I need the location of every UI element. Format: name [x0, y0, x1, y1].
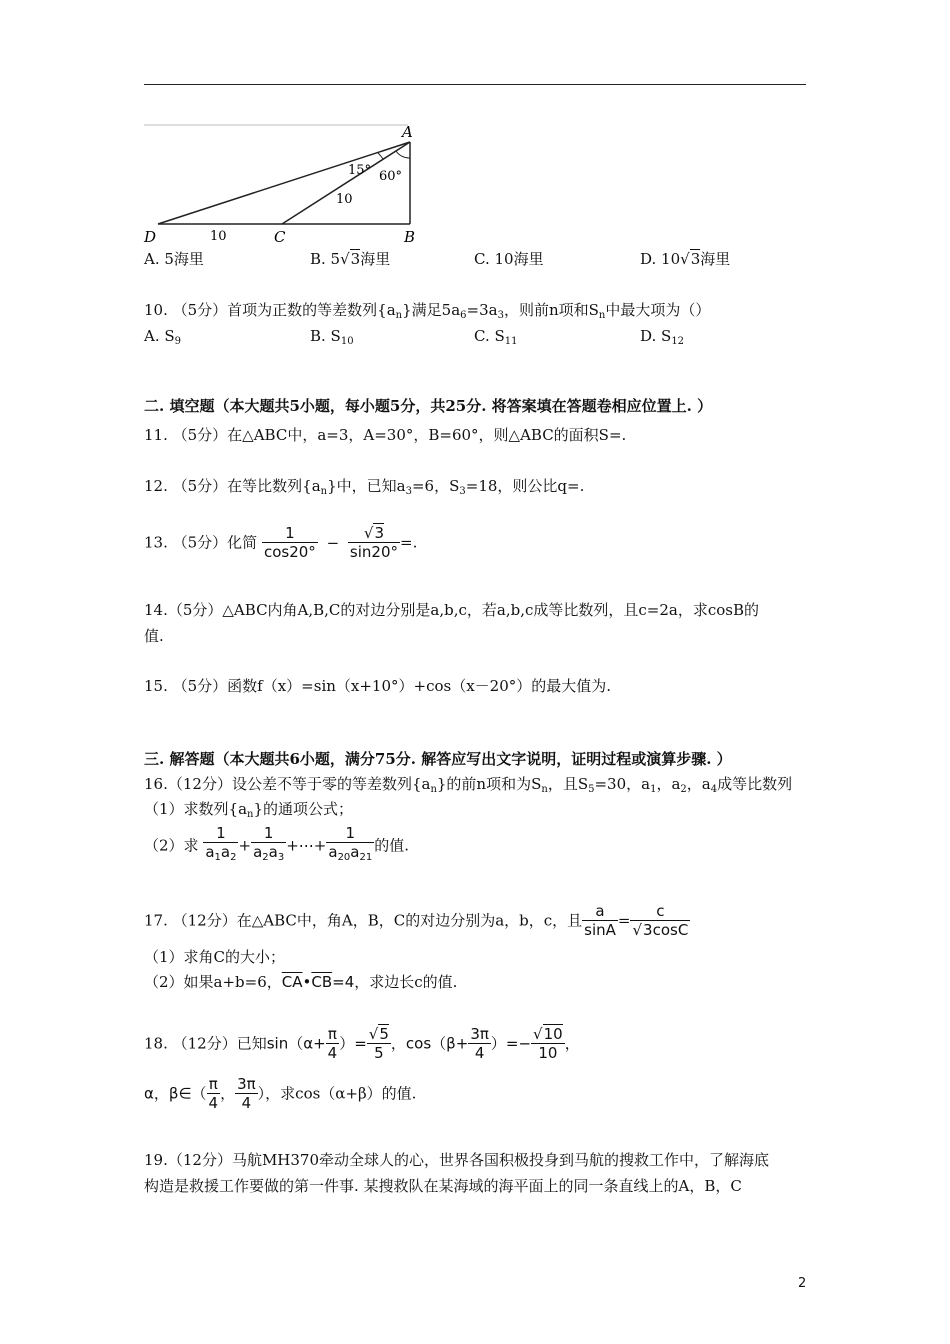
q16-term-2: $\frac{1}{a_2a_3}$	[251, 824, 286, 867]
label-B: B	[404, 228, 416, 246]
label-D: D	[144, 228, 157, 246]
vector-CA: $\overline{CA}$	[281, 973, 303, 991]
q10-option-b: B. $S_{10}$	[310, 327, 354, 347]
q18-3pi-over-4: $\frac{3\pi}{4}$	[470, 1025, 489, 1062]
angle-arc-60	[396, 151, 410, 158]
q18-sqrt10-over-10: $\frac{√10}{10}$	[533, 1025, 563, 1062]
section-2-title: 二. 填空题（本大题共5小题，每小题5分，共25分. 将答案填在答题卷相应位置上. ）	[144, 397, 713, 415]
q10-option-d: D. $S_{12}$	[640, 327, 685, 347]
q10-option-a: A. $S_9$	[144, 327, 182, 347]
angle-arc-15	[378, 153, 383, 159]
q19-line-1: 19.（12分）马航MH370牵动全球人的心，世界各国积极投身到马航的搜救工作中，了解海底	[144, 1151, 770, 1169]
q17-part-2: （2）如果a+b=6，$\overline{CA}•\overline{CB}=4$，求边长c的值.	[144, 973, 458, 991]
segment-DA	[158, 142, 410, 224]
q9-option-c: C. 10海里	[474, 250, 544, 268]
q17-stem: 17. （12分）在△ABC中，角A，B，C的对边分别为a，b，c，且 $\frac{a}{\sin A}$ = $\frac{c}{√3\cos C}$	[144, 902, 689, 939]
vector-CB: $\overline{CB}$	[311, 973, 333, 991]
q9-option-d: D. 10√3海里	[640, 250, 731, 268]
q17-part-1: （1）求角C的大小；	[144, 948, 286, 966]
label-angle-15: 15°	[348, 163, 372, 178]
q18-line-1: 18. （12分）已知sin（α+ $\frac{\pi}{4}$ ）= $\frac{√5}{5}$ ，cos（β+ $\frac{3\pi}{4}$ ）=− $\frac{√10}{10}$ ，	[144, 1025, 580, 1062]
q15-text: 15. （5分）函数f（x）=sin（x+10°）+cos（x－20°）的最大值为.	[144, 677, 612, 695]
label-A: A	[402, 123, 413, 141]
q18-pi-over-4: $\frac{\pi}{4}$	[327, 1025, 338, 1062]
q9-option-d-unit: 海里	[700, 250, 731, 268]
q18-interval-low: $\frac{\pi}{4}$	[208, 1075, 219, 1112]
q9-option-d-prefix: D. 10	[640, 250, 681, 268]
triangle-figure	[140, 118, 430, 248]
q16-term-1: $\frac{1}{a_1a_2}$	[203, 824, 238, 867]
label-DC-length: 10	[210, 229, 227, 244]
q16-term-3: $\frac{1}{a_{20}a_{21}}$	[326, 824, 374, 867]
label-CA-length: 10	[336, 192, 353, 207]
header-rule	[144, 84, 806, 85]
q11-text: 11. （5分）在△ABC中，a=3，A=30°，B=60°，则△ABC的面积S=.	[144, 426, 627, 444]
q18-line-2: α，β∈（ $\frac{\pi}{4}$ ， $\frac{3\pi}{4}$ ），求cos（α+β）的值.	[144, 1075, 417, 1112]
q14-line-2: 值.	[144, 627, 164, 645]
q10-option-c: C. $S_{11}$	[474, 327, 518, 347]
q19-line-2: 构造是救援工作要做的第一件事. 某搜救队在某海域的海平面上的同一条直线上的A，B，C	[144, 1177, 742, 1195]
q17-fraction-2: $\frac{c}{√3\cos C}$	[632, 902, 689, 939]
q13-fraction-1: $\frac{1}{\cos 20^\circ}$	[263, 524, 316, 561]
label-C: C	[274, 228, 286, 246]
q16-part-2: （2）求 $\frac{1}{a_1a_2}$ + $\frac{1}{a_2a_3}$ +⋯+ $\frac{1}{a_{20}a_{21}}$ 的值.	[144, 824, 409, 867]
q13-fraction-2: $\frac{√3}{\sin 20^\circ}$	[349, 524, 398, 561]
q16-stem: 16.（12分）设公差不等于零的等差数列$\{a_n\}$的前n项和为$S_n$，且$S_5=30$，$a_1$，$a_2$，$a_4$成等比数列	[144, 775, 793, 795]
q9-option-b-prefix: B. 5	[310, 250, 341, 268]
q9-option-d-radicand: 3	[690, 250, 701, 268]
q9-option-b: B. 5√3海里	[310, 250, 391, 268]
q9-option-b-unit: 海里	[360, 250, 391, 268]
q14-line-1: 14.（5分）△ABC内角A,B,C的对边分别是a,b,c，若a,b,c成等比数列，且c=2a，求cosB的	[144, 601, 759, 619]
q16-part-1: （1）求数列$\{a_n\}$的通项公式；	[144, 800, 354, 820]
q18-interval-high: $\frac{3\pi}{4}$	[237, 1075, 256, 1112]
q13-text: 13. （5分）化简 $\frac{1}{\cos 20^\circ}$ − $\frac{√3}{\sin 20^\circ}$ =.	[144, 524, 418, 561]
q18-sqrt5-over-5: $\frac{√5}{5}$	[368, 1025, 389, 1062]
q12-text: 12. （5分）在等比数列$\{a_n\}$中，已知$a_3=6$，$S_3=18$，则公比q=.	[144, 477, 585, 497]
q10-stem: 10. （5分）首项为正数的等差数列$\{a_n\}$满足$5a_6=3a_3$，则前n项和$S_n$中最大项为（）	[144, 301, 711, 321]
page-number: 2	[798, 1276, 807, 1291]
q9-option-b-radicand: 3	[350, 250, 361, 268]
section-3-title: 三. 解答题（本大题共6小题，满分75分. 解答应写出文字说明，证明过程或演算步骤. ）	[144, 750, 732, 768]
label-angle-60: 60°	[379, 169, 403, 184]
q9-option-a: A. 5海里	[144, 250, 204, 268]
q17-fraction-1: $\frac{a}{\sin A}$	[584, 902, 616, 939]
